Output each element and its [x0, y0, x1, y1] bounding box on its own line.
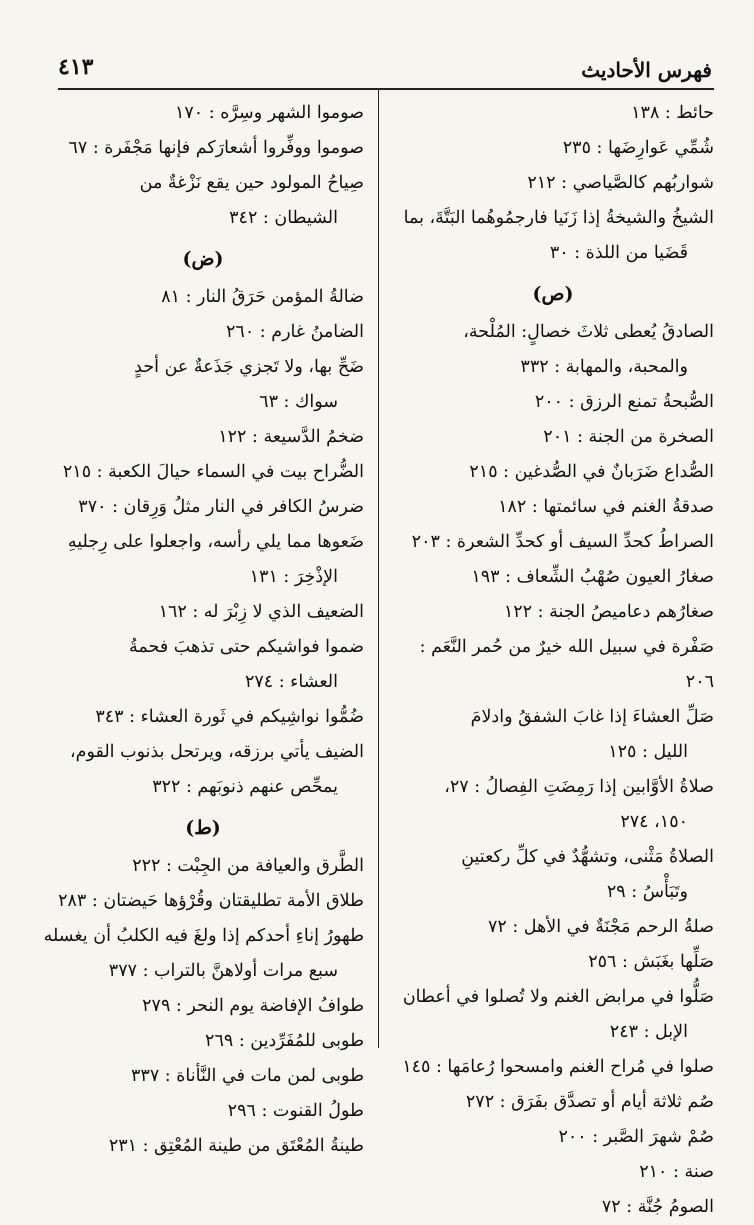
entry-text: طولُ القنوت : ٢٩٦	[227, 1101, 364, 1121]
index-entry	[42, 96, 364, 131]
entry-text: الضعيف الذي لا زِبْرَ له : ١٦٢	[158, 602, 364, 622]
index-entry	[42, 989, 364, 1024]
entry-text: الصخرة من الجنة : ٢٠١	[543, 427, 714, 447]
index-entry	[392, 315, 714, 385]
index-entry	[392, 945, 714, 980]
index-entry	[42, 490, 364, 525]
index-entry	[42, 884, 364, 919]
index-entry	[392, 166, 714, 201]
index-entry	[392, 1155, 714, 1190]
index-entry	[392, 1120, 714, 1155]
index-entry	[392, 700, 714, 770]
index-entry	[392, 385, 714, 420]
entry-continuation: قَضَيا من اللذة : ٣٠	[549, 243, 688, 263]
index-entry	[42, 280, 364, 315]
entry-text: شُمِّي عَوارِضَها : ٢٣٥	[562, 138, 714, 158]
entry-text: الصُّداع ضَرَبانٌ في الصُّدغين : ٢١٥	[469, 462, 714, 482]
index-entry	[392, 980, 714, 1050]
index-title: فهرس الأحاديث	[581, 58, 712, 82]
page-number: ٤١٣	[58, 54, 94, 80]
entry-text: صغارُهم دعاميصُ الجنة : ١٢٢	[503, 602, 714, 622]
index-entry	[42, 131, 364, 166]
entry-text: صَفْرة في سبيل الله خيرٌ من حُمر النَّعَم : ٢٠٦	[419, 637, 714, 692]
index-entry	[392, 420, 714, 455]
header-rule	[58, 88, 714, 90]
index-entry	[42, 700, 364, 735]
index-entry	[392, 1190, 714, 1225]
index-entry	[392, 910, 714, 945]
index-entry	[392, 490, 714, 525]
index-entry	[392, 96, 714, 131]
entry-list	[42, 280, 364, 805]
page-header	[58, 52, 712, 86]
entry-text: ضَعوها مما يلي رأسه، واجعلوا على رِجليهِ	[67, 532, 364, 552]
entry-list	[42, 96, 364, 236]
section-heading: (ض)	[182, 248, 224, 270]
entry-text: طوافُ الإفاضة يوم النحر : ٢٧٩	[142, 996, 364, 1016]
index-entry	[392, 595, 714, 630]
entry-text: ضخمُ الدَّسيعة : ١٢٢	[218, 427, 364, 447]
index-entry	[392, 201, 714, 271]
entry-continuation: الشيطان : ٣٤٢	[229, 208, 338, 228]
index-entry	[392, 840, 714, 910]
index-entry	[392, 131, 714, 166]
entry-list	[392, 96, 714, 271]
index-entry	[42, 525, 364, 595]
index-entry	[392, 630, 714, 700]
entry-continuation: سبع مرات أولاهنَّ بالتراب : ٣٧٧	[108, 961, 338, 981]
entry-continuation: وتَبَأْسُ : ٢٩	[606, 882, 688, 902]
entry-text: طينةُ المُعْتَق من طينة المُعْتِق : ٢٣١	[108, 1136, 364, 1156]
entry-text: ضَحِّ بها، ولا تَجزي جَذَعةٌ عن أحدٍ	[134, 357, 364, 377]
index-entry	[42, 350, 364, 420]
entry-text: صلوا في مُراح الغنم وامسحوا رُعامَها : ١٤٥	[402, 1057, 714, 1077]
entry-text: صدقةُ الغنم في سائمتها : ١٨٢	[498, 497, 714, 517]
index-entry	[392, 525, 714, 560]
entry-text: طوبى للمُفَرِّدين : ٢٦٩	[205, 1031, 364, 1051]
entry-list	[42, 849, 364, 1164]
entry-text: الضيف يأتي برزقه، ويرتحل بذنوب القوم،	[69, 742, 364, 762]
entry-continuation: الليل : ١٢٥	[608, 742, 688, 762]
index-entry	[42, 630, 364, 700]
entry-text: صوموا ووفِّروا أشعارَكم فإنها مَجْفَرة : ٦٧	[68, 138, 364, 158]
index-entry	[42, 595, 364, 630]
entry-text: صُمْ شهرَ الصَّبر : ٢٠٠	[558, 1127, 714, 1147]
left-column	[42, 96, 364, 1164]
entry-text: صلةُ الرحم مَجْنَةٌ في الأهل : ٧٢	[487, 917, 714, 937]
section-heading: (ص)	[532, 283, 574, 305]
right-column	[392, 96, 714, 1225]
index-entry	[42, 1094, 364, 1129]
entry-continuation: الإبل : ٢٤٣	[609, 1022, 688, 1042]
entry-text: صلاةُ الأوَّابين إذا رَمِضَتِ الفِصالُ : ٢٧،	[444, 777, 714, 797]
index-entry	[42, 735, 364, 805]
entry-continuation: ١٥٠، ٢٧٤	[620, 812, 688, 832]
index-entry	[42, 1129, 364, 1164]
entry-text: صِياحُ المولود حين يقع نَزْغةٌ من	[139, 173, 364, 193]
entry-continuation: العشاء : ٢٧٤	[244, 672, 338, 692]
index-entry	[42, 919, 364, 989]
entry-continuation: الإذْخِرَ : ١٣١	[249, 567, 338, 587]
entry-text: ضموا فواشيكم حتى تذهبَ فحمةُ	[129, 637, 364, 657]
entry-text: الشيخُ والشيخةُ إذا زَنَيا فارجمُوهُما البَتَّةَ، بما	[403, 208, 714, 228]
index-entry	[42, 455, 364, 490]
index-entry	[42, 166, 364, 236]
entry-text: صَلِّها بغَبَش : ٢٥٦	[588, 952, 714, 972]
entry-text: طلاق الأمة تطليقتان وقُرْؤها حَيضتان : ٢٨٣	[58, 891, 364, 911]
index-entry	[392, 455, 714, 490]
entry-text: الصومُ جُنَّة : ٧٢	[601, 1197, 714, 1217]
entry-text: صُم ثلاثة أيام أو تصدَّق بفَرَق : ٢٧٢	[465, 1092, 714, 1112]
entry-text: طهورُ إناءِ أحدكم إذا ولغَ فيه الكلبُ أن يغسله	[43, 926, 364, 946]
entry-text: الضامنُ غارم : ٢٦٠	[226, 322, 364, 342]
index-entry	[392, 560, 714, 595]
entry-list	[392, 315, 714, 1225]
entry-text: ضالةُ المؤمن حَرَقُ النار : ٨١	[161, 287, 364, 307]
entry-text: صوموا الشهر وسِرَّه : ١٧٠	[175, 103, 364, 123]
entry-text: الضُّراح بيت في السماء حيالَ الكعبة : ٢١٥	[62, 462, 364, 482]
index-entry	[42, 849, 364, 884]
entry-text: حائط : ١٣٨	[631, 103, 714, 123]
index-entry	[392, 1050, 714, 1085]
entry-text: ضرسُ الكافر في النار مثلُ وَرِقان : ٣٧٠	[78, 497, 364, 517]
column-divider	[378, 89, 379, 1048]
entry-continuation: يمحِّص عنهم ذنوبَهم : ٣٢٢	[152, 777, 338, 797]
section-heading: (ط)	[185, 817, 221, 839]
index-entry	[42, 420, 364, 455]
index-entry	[42, 1024, 364, 1059]
entry-text: شواربُهم كالصَّياصي : ٢١٢	[527, 173, 714, 193]
entry-text: صغارُ العيون صُهْبُ الشِّعاف : ١٩٣	[471, 567, 714, 587]
entry-text: ضُمُّوا نواشِيكم في ثَورة العشاء : ٣٤٣	[95, 707, 364, 727]
entry-text: الصادقُ يُعطى ثلاثَ خصالٍ: المُلْحة،	[463, 322, 714, 342]
index-entry	[392, 1085, 714, 1120]
entry-text: الطَّرق والعيافة من الجِبْت : ٢٢٢	[132, 856, 364, 876]
entry-continuation: سواك : ٦٣	[259, 392, 338, 412]
index-entry	[42, 1059, 364, 1094]
entry-text: الصراطُ كحدِّ السيف أو كحدِّ الشعرة : ٢٠٣	[411, 532, 714, 552]
index-entry	[392, 770, 714, 840]
entry-text: صَلِّ العشاءَ إذا غابَ الشفقُ وادلامَ	[470, 707, 714, 727]
index-entry	[42, 315, 364, 350]
entry-text: الصلاةُ مَثْنى، وتشهُّدٌ في كلِّ ركعتينِ	[461, 847, 714, 867]
entry-text: صَلُّوا في مرابض الغنم ولا تُصلوا في أعطان	[402, 987, 714, 1007]
entry-text: صنة : ٢١٠	[639, 1162, 714, 1182]
entry-text: طوبى لمن مات في النَّأناة : ٣٣٧	[131, 1066, 364, 1086]
entry-text: الصُّبحةُ تمنع الرزق : ٢٠٠	[534, 392, 714, 412]
entry-continuation: والمحبة، والمهابة : ٣٣٢	[520, 357, 688, 377]
